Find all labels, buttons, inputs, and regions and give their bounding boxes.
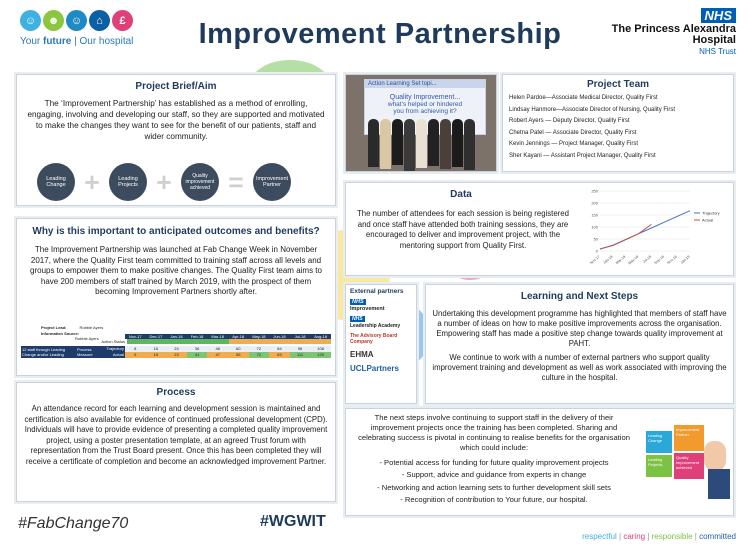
list-item: - Recognition of contribution to Your future, our hospital. <box>400 495 588 505</box>
partner-logo-nhs-improvement: NHS Improvement <box>350 299 385 312</box>
partner-logo-uclpartners: UCLPartners <box>350 364 399 373</box>
x-tick-label: Sep-18 <box>653 254 665 266</box>
panel-title: Data <box>450 189 472 200</box>
x-tick-label: Nov-17 <box>589 254 601 266</box>
legend-label: Trajectory <box>702 210 720 216</box>
trust-name: The Princess Alexandra Hospital NHS Trust <box>611 23 736 56</box>
photo-people <box>368 119 475 171</box>
puzzle-piece-4: Quality improvement achieved <box>674 453 704 479</box>
attendance-line-chart <box>582 185 730 273</box>
team-photo <box>345 74 497 172</box>
series-line-actual <box>600 224 651 248</box>
partner-logo-ehma: EHMA <box>350 350 374 359</box>
y-tick-label: 0 <box>595 248 598 254</box>
list-item: Chetna Patel — Associate Director, Quality First <box>509 129 637 136</box>
trust-values: respectful | caring | responsible | committed <box>582 532 736 541</box>
circle-leading-projects: Leading Projects <box>109 163 147 201</box>
legend-label: Actual <box>702 217 714 223</box>
learning-panel <box>425 284 734 404</box>
external-partners-panel <box>345 284 417 404</box>
x-tick-label: Jan-19 <box>679 254 691 265</box>
project-brief-panel <box>16 74 336 206</box>
list-item: Helen Pardoe—Associate Medical Director, Quality First <box>509 95 658 101</box>
brief-equation <box>37 163 291 201</box>
data-panel <box>345 182 734 276</box>
y-tick-label: 250 <box>591 188 598 194</box>
x-tick-label: Jan-18 <box>602 254 614 265</box>
panel-title: External partners <box>350 288 404 295</box>
photo-projection-screen: Action Learning Set topi... Quality Improvement... what's helped or hindered you from achieving it? <box>364 79 486 135</box>
list-item: Lindsay Hanmore—Associate Director of Nursing, Quality First <box>509 106 676 113</box>
row-label-block: 12 staff through Leading Change and/or Leading Process Measure Trajectory Actual <box>22 346 124 357</box>
puzzle-piece-3: Improvement Partner <box>674 425 704 451</box>
nhs-logo: NHS <box>701 8 736 23</box>
people-icon: ☺ <box>20 10 41 31</box>
process-text: An attendance record for each learning and development session is maintained and certification is also available for evidence of continued professional development (CPD). Individuals will have to provide evidence of presenting a completed quality improvement project, using a poster presentation template, at an agreed Trust forum with representation from the Trust Board present. Once this has been completed they will receive a certificate of completion and become an acknowledged improvement Partner. <box>24 404 328 466</box>
next-bullets <box>352 457 636 507</box>
y-tick-label: 150 <box>591 212 598 218</box>
next-steps-panel <box>345 408 734 516</box>
list-item: Robert Ayers — Deputy Director, Quality First <box>509 118 630 124</box>
list-item: Sher Kayani — Assistant Project Manager, Quality First <box>509 152 656 159</box>
circle-leading-change: Leading Change <box>37 163 75 201</box>
header-icons <box>20 10 133 31</box>
series-line-trajectory <box>600 211 690 249</box>
learning-para-2: We continue to work with a number of external partners who support quality improvement training and development as well as work associated with improving the culture in the hospital. <box>432 353 727 382</box>
list-item: Kevin Jennings — Project Manager, Quality First <box>509 141 639 147</box>
puzzle-graphic <box>646 411 730 501</box>
page-title: Improvement Partnership <box>198 18 562 50</box>
puzzle-piece-2: Leading Projects <box>646 455 672 477</box>
panel-title: Process <box>156 387 196 398</box>
team-list <box>509 93 733 162</box>
list-item: - Potential access for funding for future quality improvement projects <box>379 458 609 467</box>
partner-logo-advisory-board: The Advisory Board Company <box>350 333 398 345</box>
project-team-panel <box>502 74 734 172</box>
group-icon: ☺ <box>66 10 87 31</box>
plus-sign: + <box>156 166 172 197</box>
status-row: Action Status <box>91 339 331 344</box>
circle-improvement-partner: Improvement Partner <box>253 163 291 201</box>
panel-title: Project Brief/Aim <box>135 81 217 92</box>
hashtag-wgwit: #WGWIT <box>260 513 326 530</box>
x-tick-label: Jul-18 <box>641 254 653 265</box>
x-tick-label: May-18 <box>627 254 640 266</box>
y-tick-label: 100 <box>591 224 598 230</box>
why-panel <box>16 218 336 376</box>
plus-sign: + <box>84 166 100 197</box>
process-panel <box>16 382 336 502</box>
list-item: - Support, advice and guidance from experts in change <box>401 470 587 480</box>
equals-sign: = <box>228 166 244 197</box>
y-tick-label: 50 <box>593 236 598 242</box>
brief-text: The ‘Improvement Partnership’ has established as a method of enrolling, engaging, involving and developing our staff, so they are supported and motivated to make the changes they want to see for the benefit of our patients, staff and wider community. <box>27 99 325 141</box>
panel-title: Learning and Next Steps <box>520 291 639 302</box>
y-tick-label: 200 <box>591 200 598 206</box>
puzzle-piece-1: Leading Change <box>646 431 672 453</box>
family-icon: ☻ <box>43 10 64 31</box>
circle-quality-improvement: Quality improvement achieved <box>181 163 219 201</box>
why-text: The Improvement Partnership was launched at Fab Change Week in November 2017, where the Quality First team committed to training staff across all levels and groups to empower them to make positive changes. The Quality First team aims to have 200 members of staff trained by March 2019, with the prospect of them becoming Improvement Partners shortly after. <box>30 245 322 296</box>
hashtag-fabchange: #FabChange70 <box>18 515 129 532</box>
partner-logo-leadership-academy: NHS Leadership Academy <box>350 316 401 329</box>
list-item: - Networking and action learning sets to further development skill sets <box>377 482 611 492</box>
puzzle-hand <box>704 441 726 471</box>
data-text: The number of attendees for each session is being registered and once staff have attended both training sessions, they are encouraged to deliver and improvement project, with the mentoring support from Quality First. <box>357 209 569 250</box>
pound-icon: £ <box>112 10 133 31</box>
panel-title: Why is this important to anticipated outcomes and benefits? <box>32 226 320 237</box>
actual-row: 9 15 23 41 47 55 72 83 111 129 <box>125 352 331 358</box>
tagline: Your future | Our hospital <box>20 36 134 47</box>
x-tick-label: Nov-18 <box>666 254 678 266</box>
puzzle-arm <box>708 469 730 499</box>
month-header: Nov-17 Dec-17 Jan-18 Feb-18 Mar-18 Apr-18 May-18 Jun-18 Jul-18 Aug-18 <box>125 334 331 339</box>
next-intro: The next steps involve continuing to support staff in the delivery of their improvement projects once the training has been completed. Sharing and celebrating success is pivotal in continuing to realise benefits for the organisation which could include: <box>358 413 630 452</box>
kpi-meta: Project Lead: Robbie Ayers Information Source: Robbie Ayers <box>41 325 104 341</box>
home-icon: ⌂ <box>89 10 110 31</box>
learning-para-1: Undertaking this development programme has highlighted that members of staff have a number of ideas on how to make positive improvements across the organisation. Empowering staff has made a positive step change towards quality improvement at PAHT. <box>432 309 727 348</box>
panel-title: Project Team <box>586 79 650 90</box>
trajectory-row: 8 16 24 36 48 60 72 84 96 108 <box>125 346 331 352</box>
x-tick-label: Mar-18 <box>615 254 627 266</box>
